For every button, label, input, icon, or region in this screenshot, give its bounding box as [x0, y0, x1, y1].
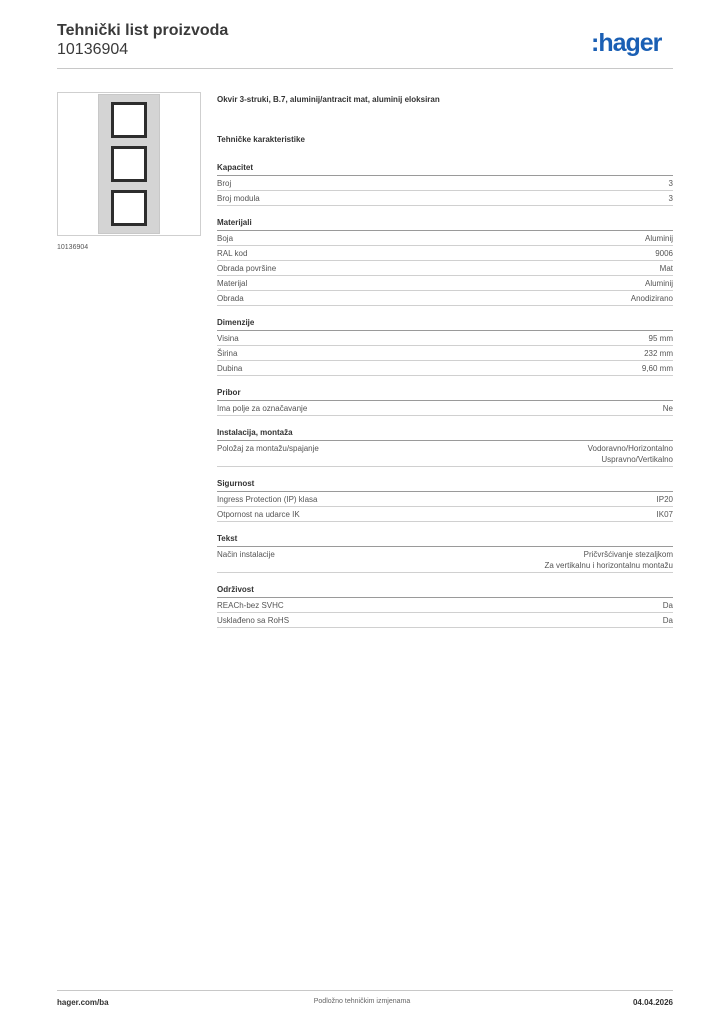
tech-characteristics-heading: Tehničke karakteristike — [217, 135, 305, 144]
spec-label: Dubina — [217, 364, 243, 373]
spec-label: Ingress Protection (IP) klasa — [217, 495, 318, 504]
spec-value — [669, 193, 673, 204]
spec-value — [645, 233, 673, 244]
spec-value-line: Aluminij — [644, 279, 673, 288]
footer-divider — [57, 990, 673, 991]
spec-label: Način instalacije — [217, 550, 275, 559]
spec-content — [217, 94, 673, 640]
spec-value-line: 232 mm — [644, 349, 673, 358]
section-title: Održivost — [217, 585, 673, 598]
section-title: Dimenzije — [217, 318, 673, 331]
spec-value-line: 95 mm — [648, 334, 673, 343]
spec-row — [217, 191, 673, 206]
spec-row — [217, 231, 673, 246]
section-title: Instalacija, montaža — [217, 428, 673, 441]
spec-label: Materijal — [217, 279, 248, 288]
document-title: Tehnički list proizvoda — [57, 22, 229, 39]
spec-value — [657, 509, 673, 520]
spec-row — [217, 507, 673, 522]
spec-value-line: Za vertikalnu i horizontalnu montažu — [544, 561, 673, 570]
spec-label: Ima polje za označavanje — [217, 404, 308, 413]
spec-section — [217, 428, 673, 467]
spec-row — [217, 441, 673, 467]
footer-date: 04.04.2026 — [632, 998, 673, 1007]
spec-row — [217, 246, 673, 261]
spec-value — [663, 403, 673, 414]
frame-slot — [111, 146, 147, 182]
spec-label: RAL kod — [217, 249, 248, 258]
spec-value-line: Anodizirano — [630, 294, 673, 303]
section-title: Kapacitet — [217, 163, 673, 176]
section-title: Sigurnost — [217, 479, 673, 492]
footer-website: hager.com/ba — [57, 998, 109, 1007]
spec-row — [217, 331, 673, 346]
section-title: Pribor — [217, 388, 673, 401]
spec-row — [217, 547, 673, 573]
hager-logo — [591, 28, 675, 58]
product-image — [57, 92, 201, 236]
spec-section — [217, 534, 673, 573]
spec-row — [217, 261, 673, 276]
spec-section — [217, 218, 673, 306]
spec-label: Usklađeno sa RoHS — [217, 616, 290, 625]
spec-value — [663, 615, 673, 626]
spec-label: Otpornost na udarce IK — [217, 510, 300, 519]
spec-value — [655, 248, 673, 259]
spec-label: Širina — [217, 349, 238, 358]
spec-value-line: Vodoravno/Horizontalno — [587, 444, 673, 453]
spec-value-line: 9006 — [655, 249, 673, 258]
spec-row — [217, 598, 673, 613]
spec-value-line: 3 — [668, 179, 673, 188]
spec-label: Obrada površine — [217, 264, 277, 273]
spec-value-line: Aluminij — [644, 234, 673, 243]
spec-value-line: Pričvršćivanje stezaljkom — [583, 550, 673, 559]
spec-label: Položaj za montažu/spajanje — [217, 444, 319, 453]
spec-label: Boja — [217, 234, 234, 243]
spec-label: Broj modula — [217, 194, 260, 203]
header-divider — [57, 68, 673, 69]
spec-value-line: Ne — [662, 404, 673, 413]
frame-illustration — [98, 94, 160, 234]
spec-row — [217, 361, 673, 376]
section-title: Tekst — [217, 534, 673, 547]
spec-value — [669, 178, 673, 189]
spec-label: Visina — [217, 334, 239, 343]
spec-row — [217, 492, 673, 507]
spec-row — [217, 401, 673, 416]
spec-label: Broj — [217, 179, 232, 188]
spec-value — [631, 293, 673, 304]
spec-value — [657, 494, 673, 505]
spec-value — [663, 600, 673, 611]
spec-value — [649, 333, 673, 344]
spec-row — [217, 346, 673, 361]
frame-slot — [111, 102, 147, 138]
spec-value — [642, 363, 673, 374]
footer-notice: Podložno tehničkim izmjenama — [313, 998, 411, 1005]
spec-value — [588, 443, 673, 465]
spec-value-line: Da — [662, 616, 673, 625]
spec-value-line: 3 — [668, 194, 673, 203]
spec-label: REACh-bez SVHC — [217, 601, 284, 610]
product-description: Okvir 3-struki, B.7, aluminij/antracit mat, aluminij eloksiran — [217, 95, 440, 104]
spec-value-line: Mat — [659, 264, 673, 273]
spec-value-line: Uspravno/Vertikalno — [601, 455, 673, 464]
section-title: Materijali — [217, 218, 673, 231]
spec-section — [217, 585, 673, 628]
spec-value — [660, 263, 673, 274]
spec-section — [217, 479, 673, 522]
spec-value — [645, 278, 673, 289]
spec-row — [217, 176, 673, 191]
spec-value-line: IK07 — [656, 510, 673, 519]
spec-value-line: 9,60 mm — [641, 364, 673, 373]
spec-row — [217, 291, 673, 306]
spec-section — [217, 163, 673, 206]
spec-section — [217, 318, 673, 376]
spec-row — [217, 276, 673, 291]
spec-value — [544, 549, 673, 571]
spec-value — [644, 348, 673, 359]
spec-row — [217, 613, 673, 628]
hager-logo-text: :hager — [591, 29, 662, 57]
image-caption: 10136904 — [57, 244, 89, 251]
spec-sections — [217, 163, 673, 628]
frame-slot — [111, 190, 147, 226]
spec-label: Obrada — [217, 294, 244, 303]
spec-value-line: Da — [662, 601, 673, 610]
spec-section — [217, 388, 673, 416]
product-code: 10136904 — [57, 41, 129, 58]
spec-value-line: IP20 — [656, 495, 673, 504]
